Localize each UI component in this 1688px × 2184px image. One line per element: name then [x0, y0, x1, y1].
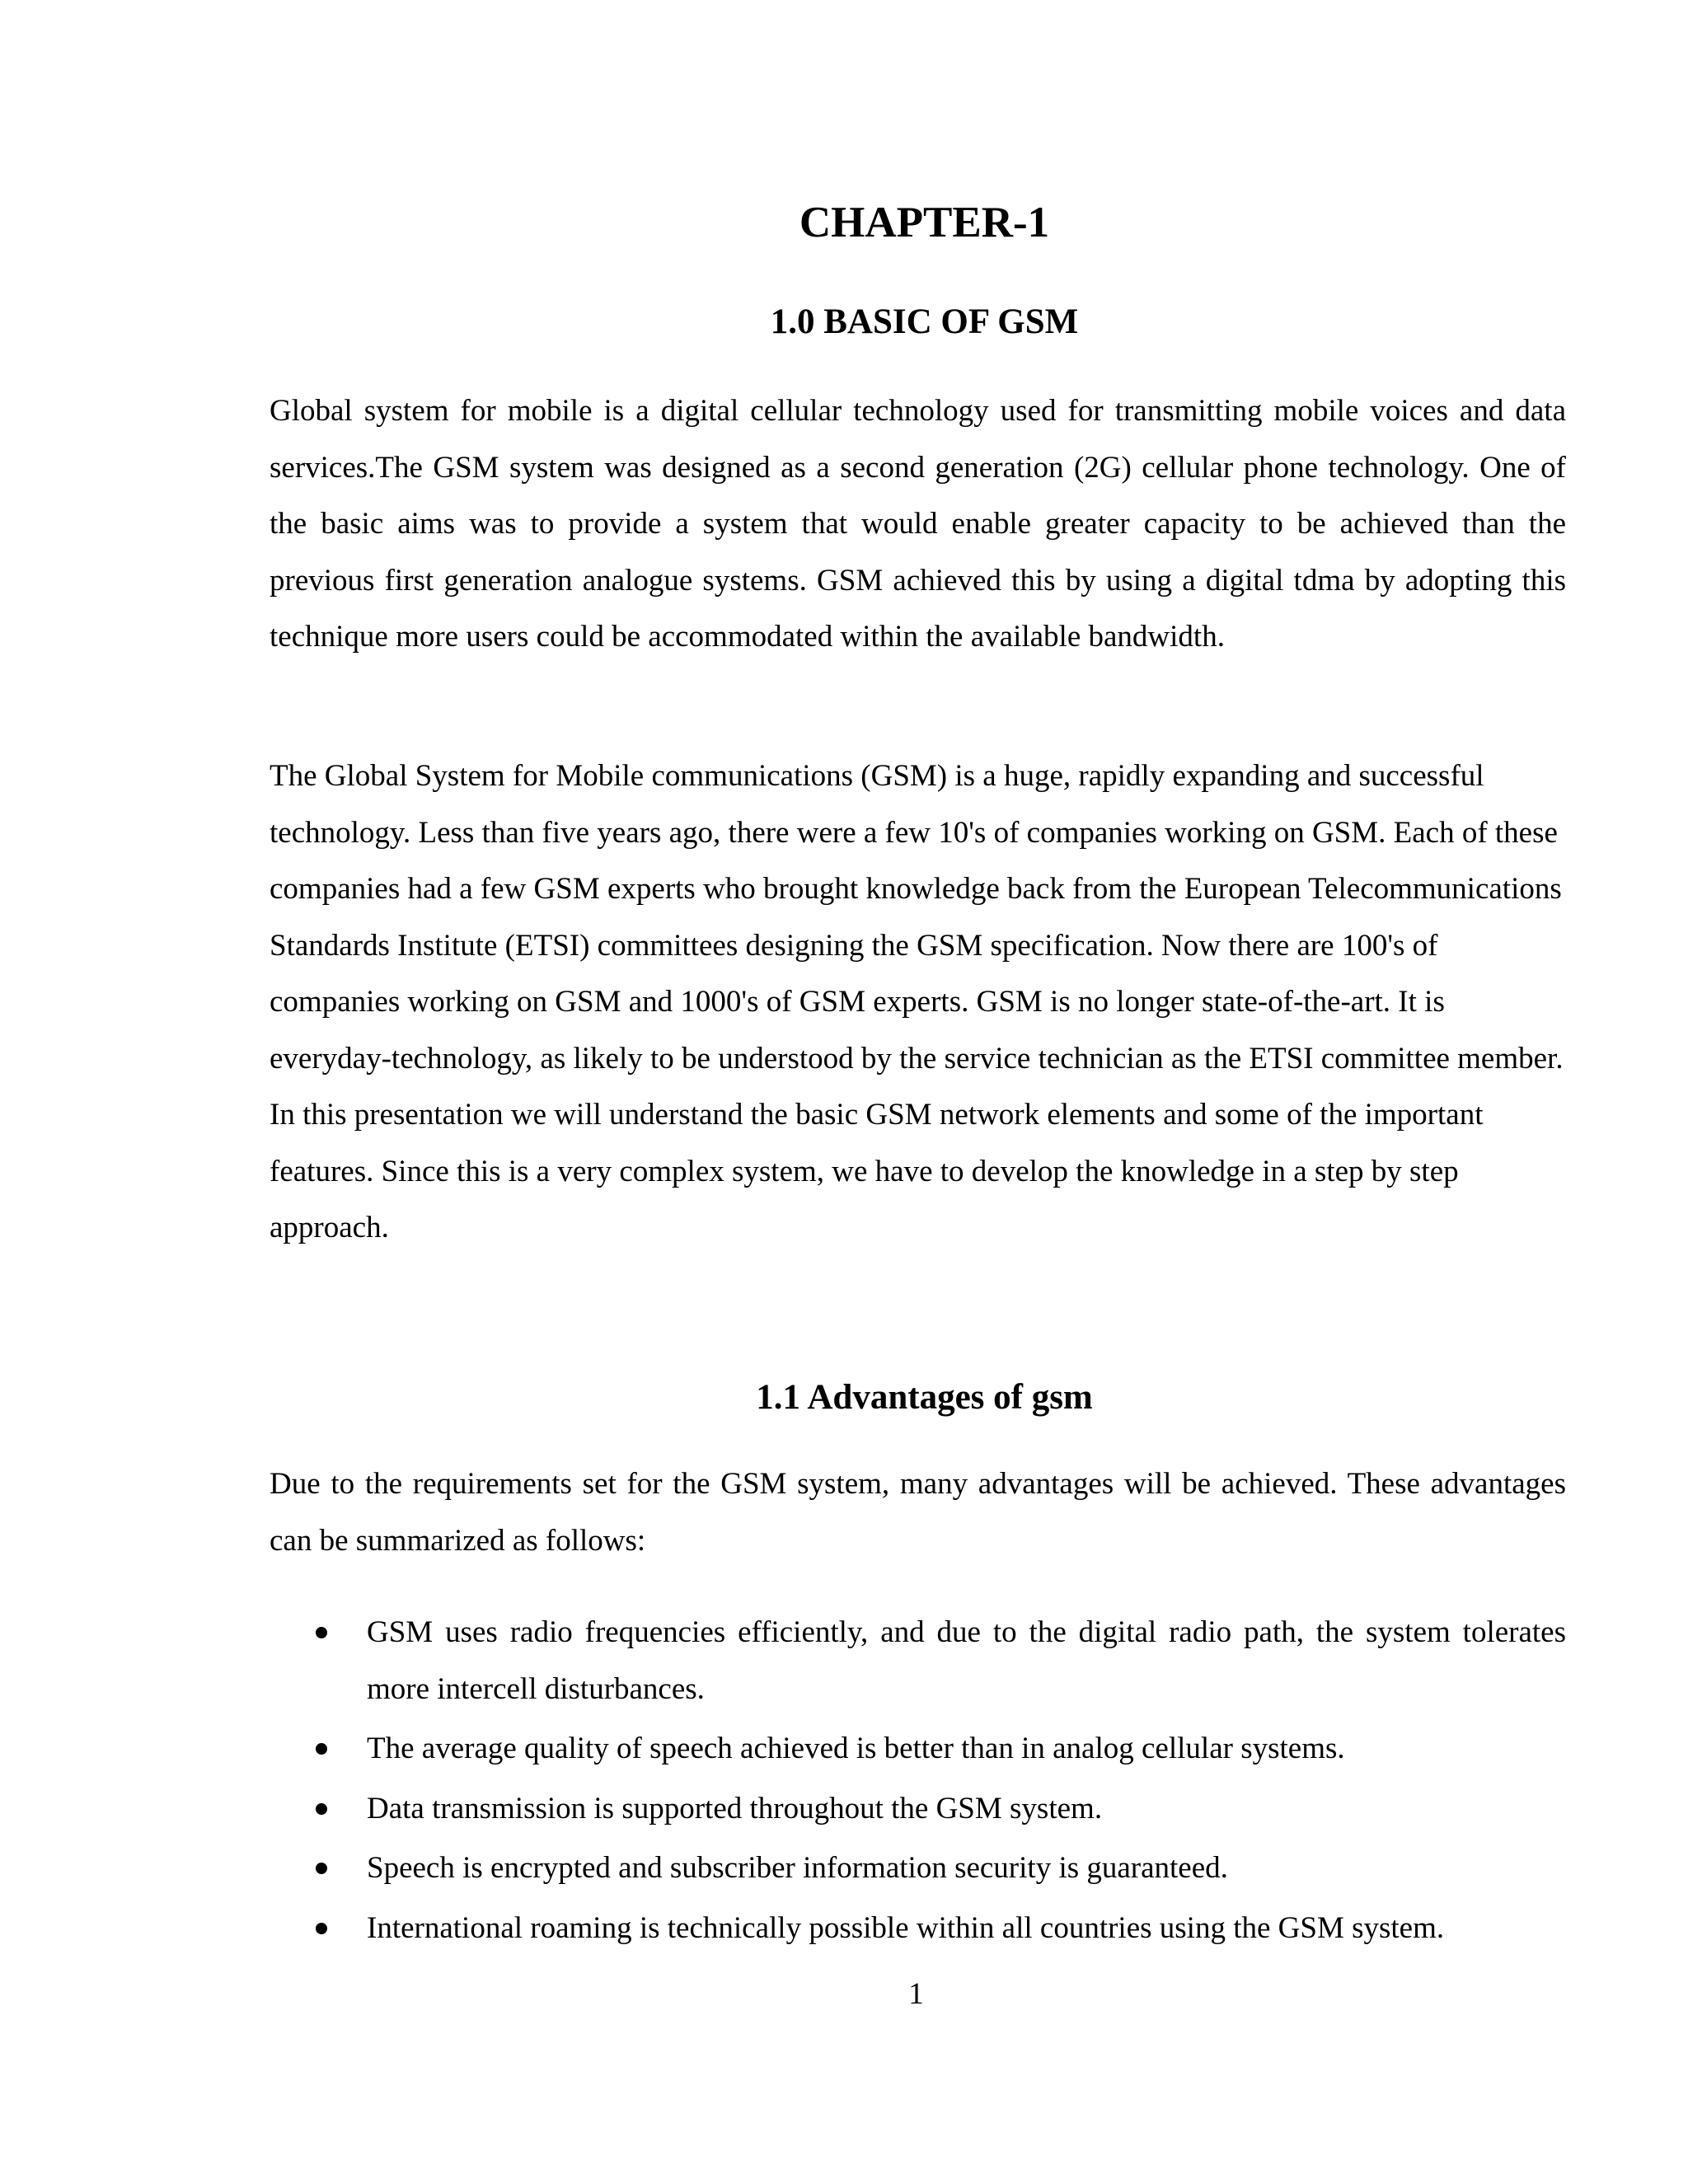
- bullet-icon: [316, 1923, 327, 1934]
- list-item-text: Data transmission is supported throughout the GSM system.: [367, 1791, 1103, 1825]
- list-item: [270, 1781, 1566, 1838]
- bullet-icon: [316, 1627, 327, 1638]
- list-item-text: Speech is encrypted and subscriber information security is guaranteed.: [367, 1851, 1228, 1885]
- list-item: [270, 1840, 1566, 1897]
- paragraph-gsm-overview-container: [270, 748, 1566, 1257]
- section-title-advantages-of-gsm: 1.1 Advantages of gsm: [756, 1378, 1093, 1417]
- paragraph-gsm-intro-container: [270, 383, 1566, 666]
- bullet-icon: [316, 1803, 327, 1815]
- list-item-text: International roaming is technically possible within all countries using the GSM system.: [367, 1910, 1445, 1945]
- list-item: [270, 1721, 1566, 1778]
- list-item: [270, 1900, 1566, 1957]
- chapter-title: CHAPTER-1: [799, 199, 1050, 246]
- paragraph-gsm-overview: The Global System for Mobile communications (GSM) is a huge, rapidly expanding and successful technology. Less than five years ago, there were a few 10's of companies working on GSM. Each of these companies had a few GSM experts who brought knowledge back from the European Telecommunications Standards Institute (ETSI) committees designing the GSM specification. Now there are 100's of companies working on GSM and 1000's of GSM experts. GSM is no longer state-of-the-art. It is everyday-technology, as likely to be understood by the service technician as the ETSI committee member. In this presentation we will understand the basic GSM network elements and some of the important features. Since this is a very complex system, we have to develop the knowledge in a step by step approach.: [270, 759, 1564, 1244]
- list-item: [270, 1605, 1566, 1718]
- page-number: 1: [908, 1977, 924, 2011]
- bullet-icon: [316, 1863, 327, 1874]
- paragraph-advantages-intro-container: [270, 1456, 1566, 1569]
- section-title-basic-of-gsm: 1.0 BASIC OF GSM: [770, 302, 1079, 341]
- paragraph-gsm-intro: Global system for mobile is a digital cellular technology used for transmitting mobile voices and data services.The GSM system was designed as a second generation (2G) cellular phone technology. One of the basic aims was to provide a system that would enable greater capacity to be achieved than the previous first generation analogue systems. GSM achieved this by using a digital tdma by adopting this technique more users could be accommodated within the available bandwidth.: [270, 394, 1566, 654]
- bullet-icon: [316, 1743, 327, 1755]
- list-item-text: The average quality of speech achieved is better than in analog cellular systems.: [367, 1732, 1345, 1765]
- advantages-bullet-list: [270, 1605, 1566, 1960]
- list-item-text: GSM uses radio frequencies efficiently, and due to the digital radio path, the system tolerates more intercell disturbances.: [367, 1615, 1566, 1706]
- paragraph-advantages-intro: Due to the requirements set for the GSM system, many advantages will be achieved. These advantages can be summarized as follows:: [270, 1467, 1566, 1558]
